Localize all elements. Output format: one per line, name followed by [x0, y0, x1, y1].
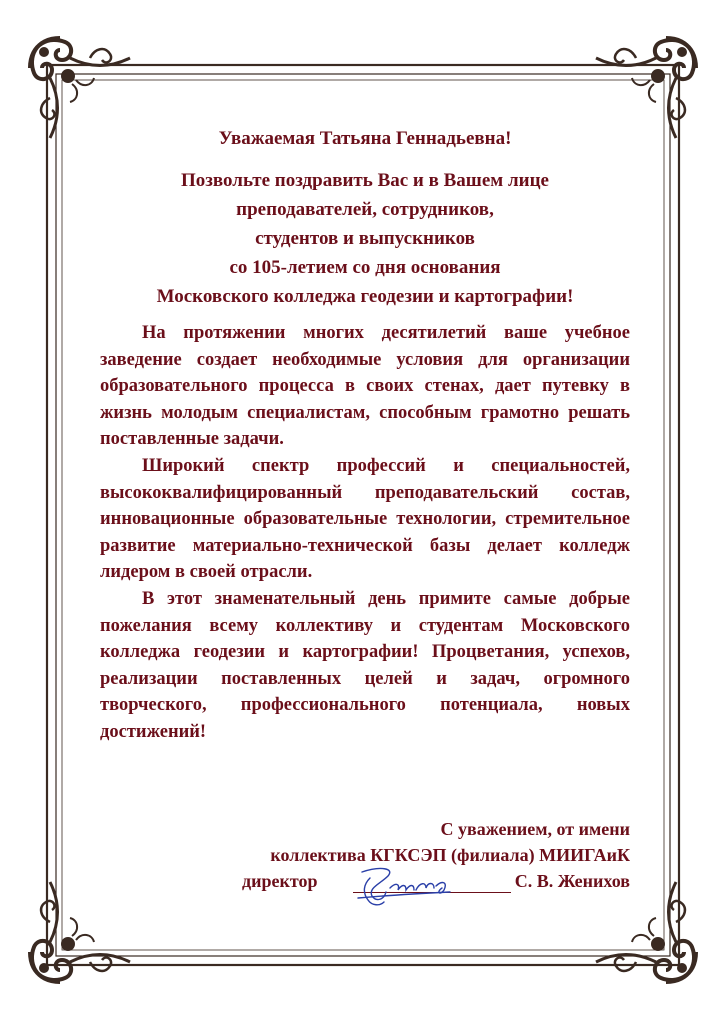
letter-intro — [100, 166, 630, 311]
intro-line: Московского колледжа геодезии и картографии! — [156, 286, 574, 307]
intro-line: Позвольте поздравить Вас и в Вашем лице — [181, 170, 549, 191]
signature-block — [160, 816, 630, 898]
director-label: директор — [242, 871, 318, 891]
closing-line: С уважением, от имени — [440, 819, 630, 839]
ornament-corner-bottom-left — [20, 872, 140, 992]
body-paragraph: В этот знаменательный день примите самые добрые пожелания всему коллективу и студентам Московского колледжа геодезии и картографии! Процветания, успехов, реализации поставленных целей и задач, огромного творческого, профессионального потенциала, новых достижений! — [100, 588, 630, 742]
intro-line: преподавателей, сотрудников, — [236, 199, 494, 220]
intro-line: со 105-летием со дня основания — [229, 257, 501, 278]
director-row — [160, 868, 630, 898]
body-paragraph: Широкий спектр профессий и специальностей, высококвалифицированный преподавательский состав, инновационные образовательные технологии, стремительное развитие материально-технической базы делает колледж лидером в своей отрасли. — [100, 455, 630, 583]
letter-greeting: Уважаемая Татьяна Геннадьевна! — [218, 128, 512, 149]
handwritten-signature — [350, 862, 460, 910]
intro-line: студентов и выпускников — [255, 228, 475, 249]
director-name: С. В. Женихов — [514, 871, 630, 891]
organization-line: коллектива КГКСЭП (филиала) МИИГАиК — [270, 845, 630, 865]
letter-body — [100, 320, 630, 746]
body-paragraph: На протяжении многих десятилетий ваше учебное заведение создает необходимые условия для организации образовательного процесса в своих стенах, дает путевку в жизнь молодым специалистам, способным грамотно решать поставленные задачи. — [100, 323, 630, 450]
